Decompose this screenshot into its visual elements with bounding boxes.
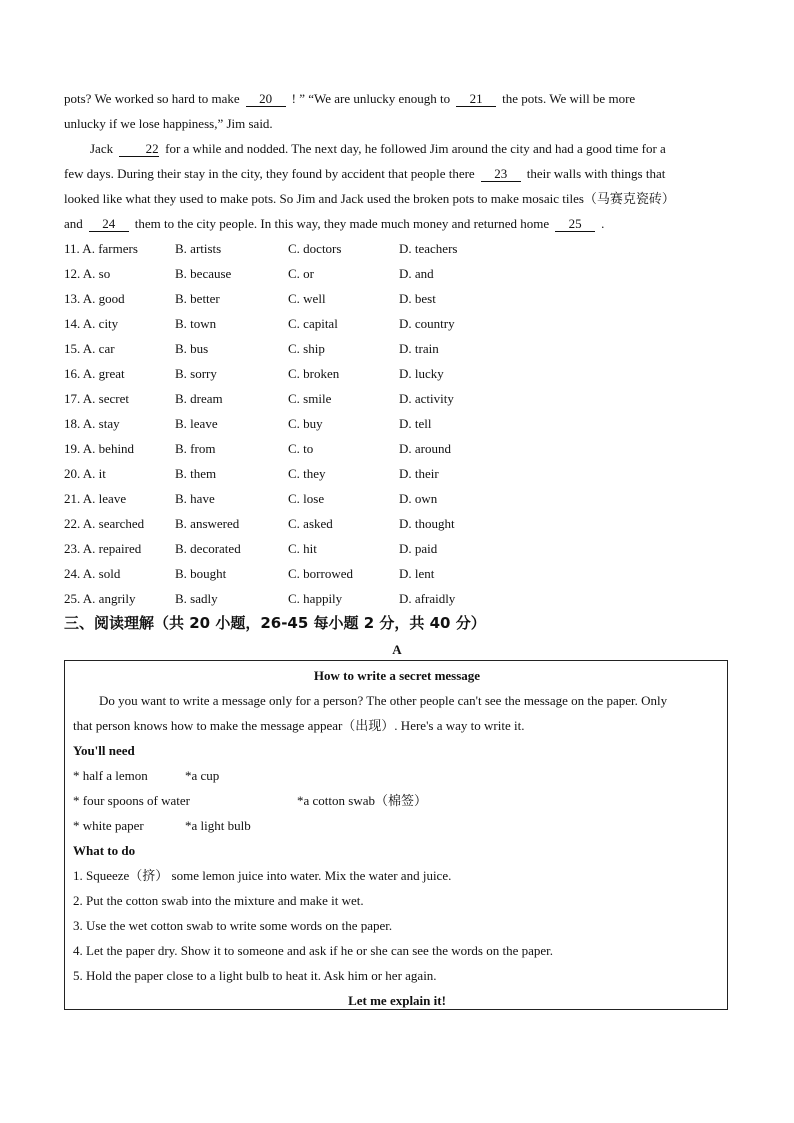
need-item: *a cotton swab（棉签） xyxy=(297,793,427,808)
passage-label: A xyxy=(392,642,402,657)
option-a: 14. A. city xyxy=(64,316,119,331)
option-c: C. asked xyxy=(288,516,333,531)
option-d: D. lent xyxy=(399,566,435,581)
step-1: 1. Squeeze（挤） some lemon juice into water. Mix the water and juice. xyxy=(73,868,452,883)
blank-20: 20 xyxy=(246,92,286,107)
option-b: B. leave xyxy=(175,416,218,431)
need-item: *a light bulb xyxy=(185,818,251,833)
option-d: D. and xyxy=(399,266,434,281)
option-b: B. because xyxy=(175,266,232,281)
option-b: B. have xyxy=(175,491,215,506)
option-d: D. around xyxy=(399,441,451,456)
option-c: C. doctors xyxy=(288,241,342,256)
story-text: few days. During their stay in the city, they found by accident that people there xyxy=(64,166,475,181)
option-d: D. country xyxy=(399,316,455,331)
option-d: D. best xyxy=(399,291,436,306)
blank-22: 22 xyxy=(119,142,159,157)
blank-23: 23 xyxy=(481,167,521,182)
option-c: C. they xyxy=(288,466,326,481)
option-d: D. train xyxy=(399,341,439,356)
option-a: 20. A. it xyxy=(64,466,106,481)
option-d: D. own xyxy=(399,491,438,506)
option-a: 13. A. good xyxy=(64,291,125,306)
option-c: C. buy xyxy=(288,416,323,431)
option-a: 16. A. great xyxy=(64,366,125,381)
need-item: *a cup xyxy=(185,768,220,783)
step-4: 4. Let the paper dry. Show it to someone and ask if he or she can see the words on the paper. xyxy=(73,943,554,958)
story-text: ! ” “We are unlucky enough to xyxy=(291,91,451,106)
passage-title: How to write a secret message xyxy=(313,668,481,683)
story-line-3 xyxy=(64,140,734,158)
option-a: 12. A. so xyxy=(64,266,111,281)
story-text: for a while and nodded. The next day, he followed Jim around the city and had a good time for a xyxy=(165,141,666,156)
option-b: B. from xyxy=(175,441,216,456)
option-c: C. hit xyxy=(288,541,317,556)
step-2: 2. Put the cotton swab into the mixture and make it wet. xyxy=(73,893,364,908)
need-heading: You'll need xyxy=(73,743,135,758)
option-b: B. sadly xyxy=(175,591,218,606)
story-text: pots? We worked so hard to make xyxy=(64,91,240,106)
story-line-1 xyxy=(64,90,734,108)
step-3: 3. Use the wet cotton swab to write some words on the paper. xyxy=(73,918,393,933)
option-b: B. decorated xyxy=(175,541,241,556)
option-b: B. them xyxy=(175,466,217,481)
option-b: B. town xyxy=(175,316,217,331)
option-d: D. tell xyxy=(399,416,432,431)
need-item: * half a lemon xyxy=(73,768,148,783)
option-d: D. paid xyxy=(399,541,438,556)
option-a: 15. A. car xyxy=(64,341,115,356)
option-a: 25. A. angrily xyxy=(64,591,136,606)
option-a: 21. A. leave xyxy=(64,491,127,506)
option-b: B. sorry xyxy=(175,366,217,381)
option-d: D. teachers xyxy=(399,241,458,256)
story-text: them to the city people. In this way, they made much money and returned home xyxy=(134,216,550,231)
blank-24: 24 xyxy=(89,217,129,232)
option-a: 17. A. secret xyxy=(64,391,129,406)
story-text: Jack xyxy=(90,141,114,156)
option-c: C. ship xyxy=(288,341,325,356)
option-b: B. answered xyxy=(175,516,240,531)
todo-heading: What to do xyxy=(73,843,136,858)
option-a: 23. A. repaired xyxy=(64,541,142,556)
story-line-5: looked like what they used to make pots. So Jim and Jack used the broken pots to make mosaic tiles（马赛克瓷砖） xyxy=(64,191,675,206)
option-c: C. lose xyxy=(288,491,325,506)
section-title: 三、阅读理解（共 20 小题，26-45 每小题 2 分，共 40 分） xyxy=(64,614,486,632)
option-a: 22. A. searched xyxy=(64,516,145,531)
option-c: C. capital xyxy=(288,316,338,331)
story-text: their walls with things that xyxy=(526,166,666,181)
story-text: the pots. We will be more xyxy=(502,91,636,106)
passage-intro-line-1: Do you want to write a message only for a person? The other people can't see the message on the paper. Only xyxy=(99,693,668,708)
passage-box xyxy=(64,660,728,1010)
option-c: C. broken xyxy=(288,366,340,381)
step-5: 5. Hold the paper close to a light bulb to heat it. Ask him or her again. xyxy=(73,968,437,983)
need-item: * four spoons of water xyxy=(73,793,190,808)
option-d: D. lucky xyxy=(399,366,444,381)
story-text: and xyxy=(64,216,83,231)
need-item: * white paper xyxy=(73,818,144,833)
option-a: 18. A. stay xyxy=(64,416,120,431)
option-b: B. better xyxy=(175,291,220,306)
option-b: B. bus xyxy=(175,341,209,356)
option-c: C. smile xyxy=(288,391,332,406)
option-d: D. thought xyxy=(399,516,455,531)
option-c: C. happily xyxy=(288,591,343,606)
closing-line: Let me explain it! xyxy=(348,993,446,1008)
story-line-4 xyxy=(64,165,734,183)
story-text: . xyxy=(601,216,605,231)
story-line-2: unlucky if we lose happiness,” Jim said. xyxy=(64,116,273,131)
option-d: D. their xyxy=(399,466,439,481)
option-a: 19. A. behind xyxy=(64,441,135,456)
option-b: B. bought xyxy=(175,566,227,581)
option-d: D. afraidly xyxy=(399,591,456,606)
story-line-6 xyxy=(64,215,734,233)
option-a: 11. A. farmers xyxy=(64,241,138,256)
option-c: C. or xyxy=(288,266,314,281)
option-b: B. dream xyxy=(175,391,223,406)
option-b: B. artists xyxy=(175,241,222,256)
blank-25: 25 xyxy=(555,217,595,232)
passage-intro-line-2: that person knows how to make the message appear（出现）. Here's a way to write it. xyxy=(73,718,525,733)
blank-21: 21 xyxy=(456,92,496,107)
option-c: C. to xyxy=(288,441,314,456)
option-c: C. well xyxy=(288,291,326,306)
option-c: C. borrowed xyxy=(288,566,353,581)
option-d: D. activity xyxy=(399,391,454,406)
option-a: 24. A. sold xyxy=(64,566,121,581)
